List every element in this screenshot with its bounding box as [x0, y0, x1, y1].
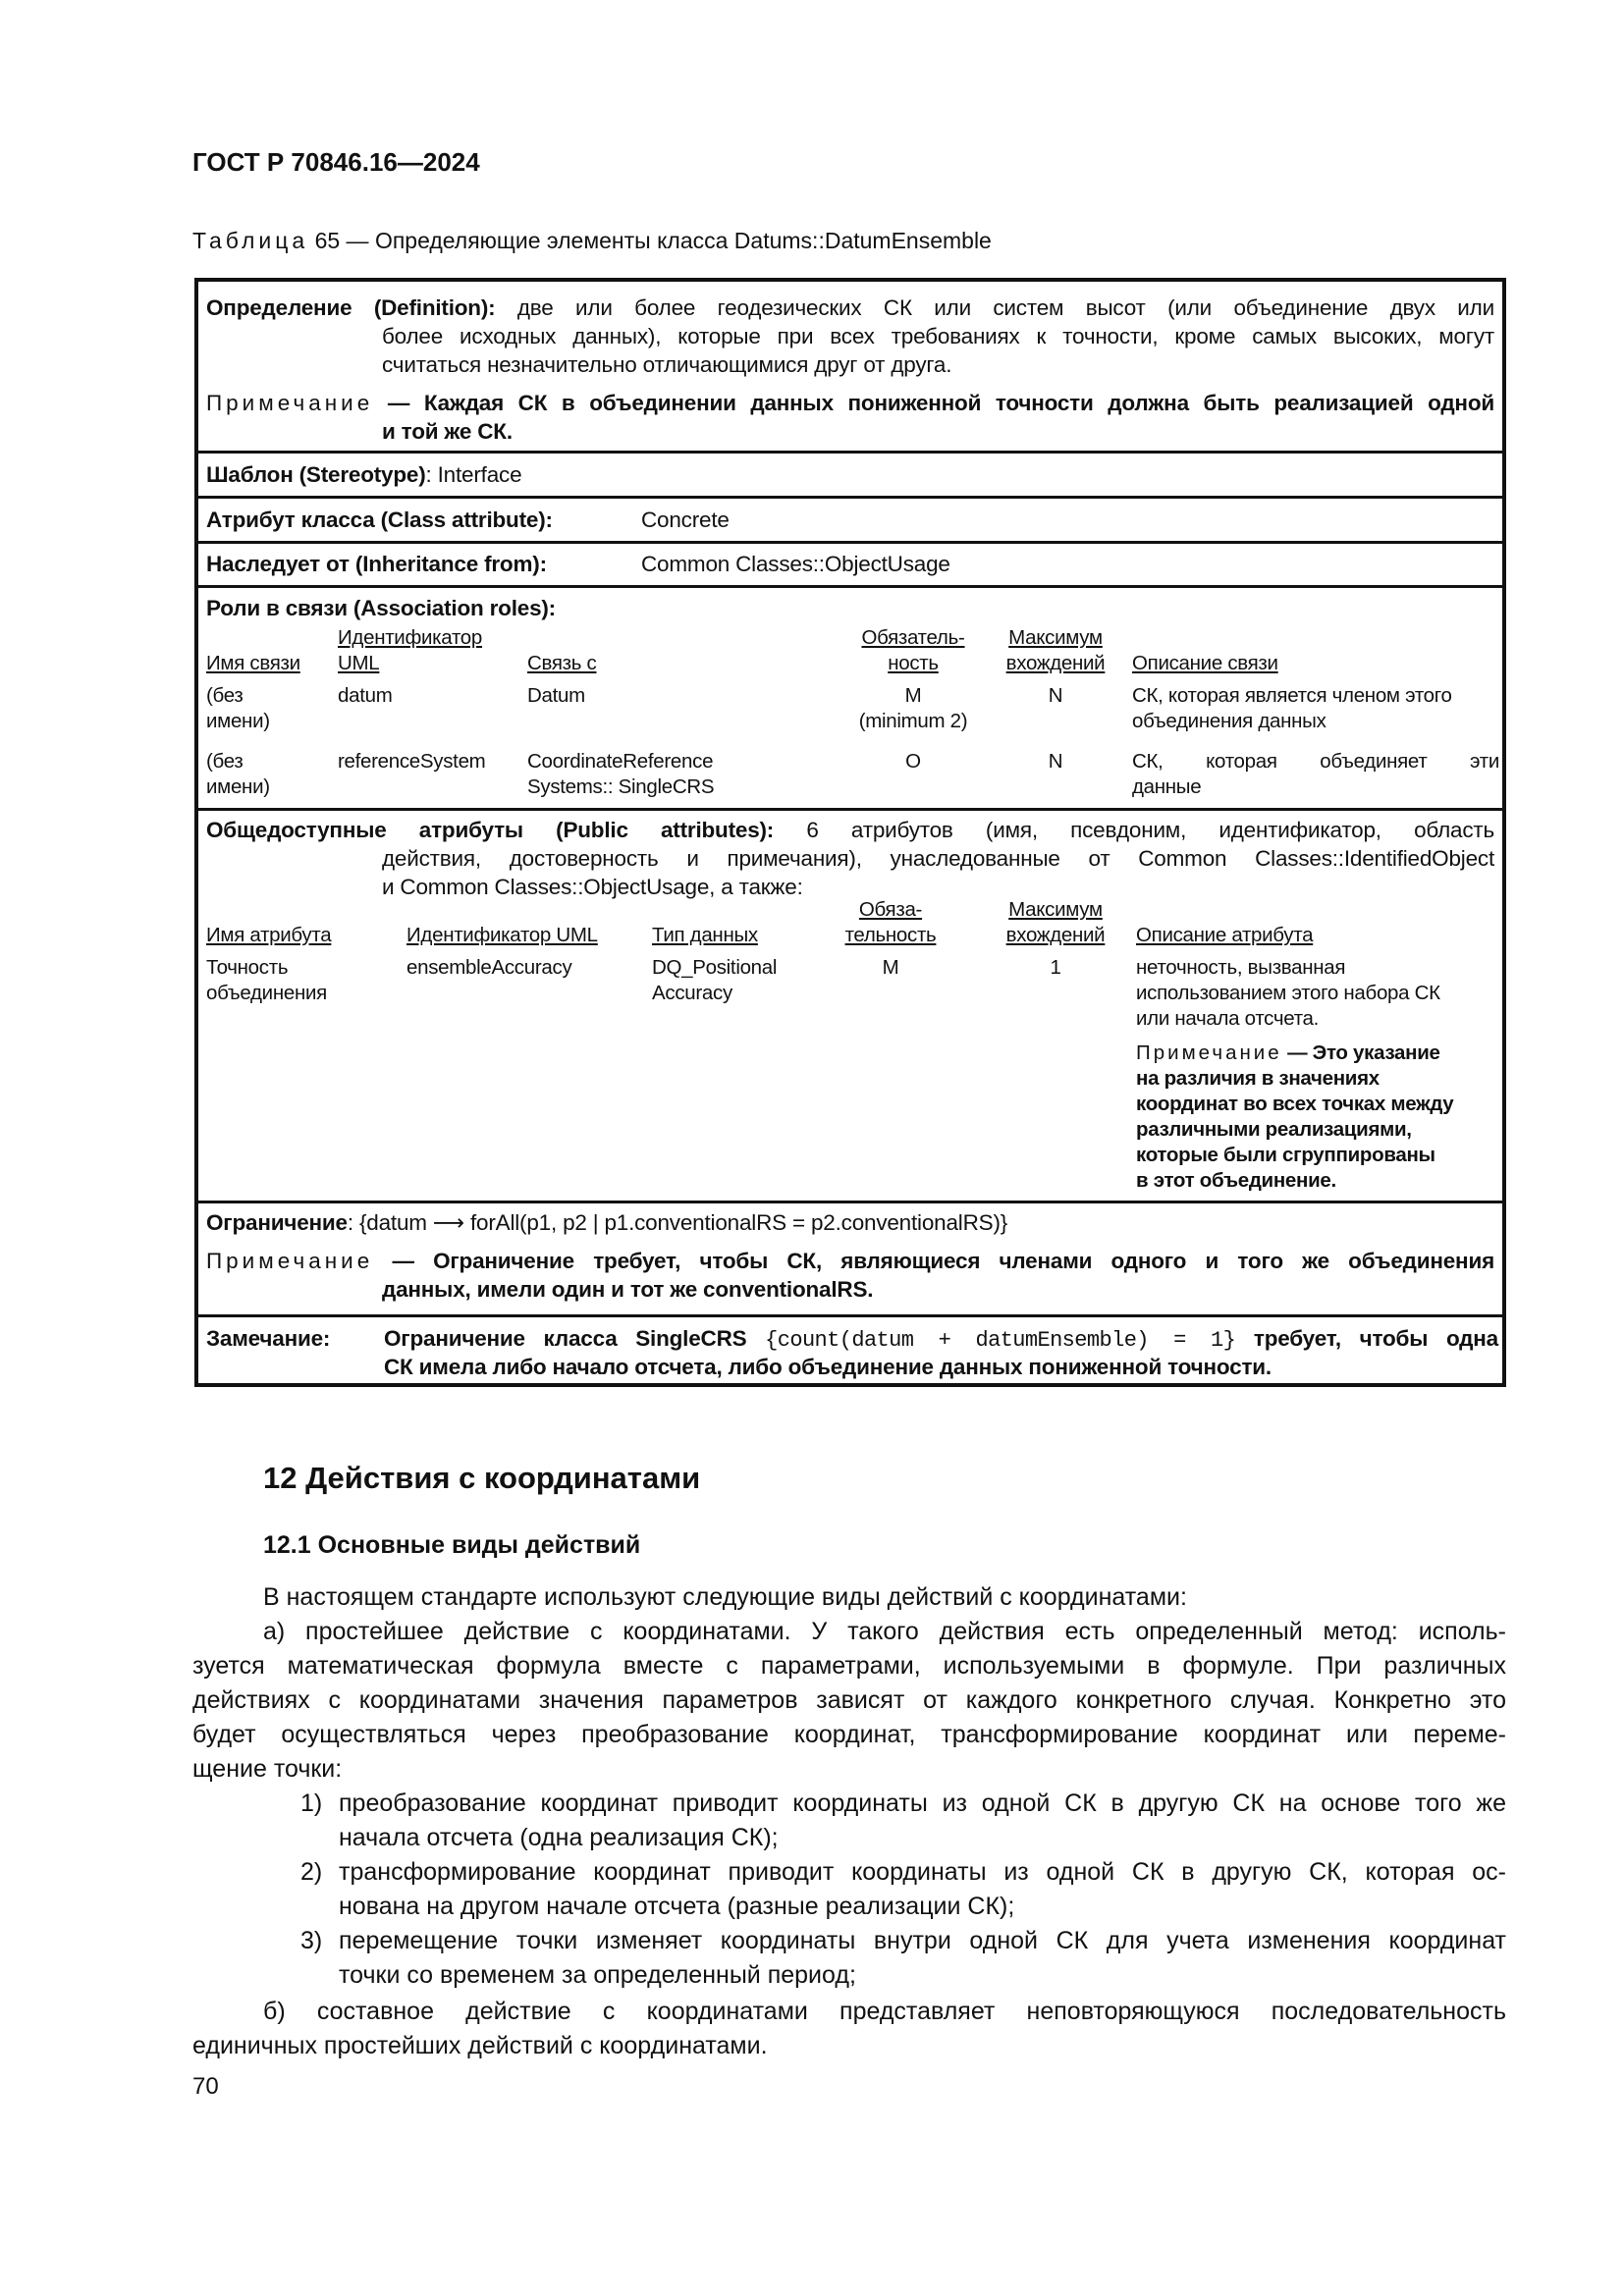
row-divider	[198, 585, 1502, 588]
constraint-label: Ограничение	[206, 1210, 348, 1235]
constraint-note-2: данных, имели один и тот же conventionalRS.	[382, 1277, 874, 1302]
roles-row-uml: referenceSystem	[338, 750, 486, 773]
attr-row-name-1: Точность	[206, 956, 289, 979]
roles-row-desc-1: СК, которая является членом этого	[1132, 684, 1452, 707]
attr-row-type-2: Accuracy	[652, 982, 732, 1004]
attr-row-note-label: Примечание	[1136, 1041, 1282, 1064]
definition-table	[194, 278, 1506, 1387]
public-attributes-row	[206, 816, 1494, 901]
constraint-row	[206, 1208, 1494, 1304]
item-a-line-4: будет осуществляться через преобразование координат, трансформирование координат или переме-	[192, 1721, 1506, 1748]
list-item-3-line-2: точки со временем за определенный период;	[339, 1961, 856, 1989]
roles-header-max-1: Максимум	[1008, 626, 1103, 649]
inheritance-value: Common Classes::ObjectUsage	[641, 552, 950, 576]
attr-row-name-2: объединения	[206, 982, 327, 1004]
list-item-1-line-2: начала отсчета (одна реализация СК);	[339, 1824, 779, 1851]
roles-header-desc: Описание связи	[1132, 652, 1278, 674]
attr-header-desc: Описание атрибута	[1136, 924, 1314, 946]
roles-row-desc-2: объединения данных	[1132, 710, 1326, 732]
attr-row-max: 1	[1050, 956, 1061, 979]
roles-row-desc-2: данные	[1132, 775, 1202, 798]
roles-row-oblig-2: (minimum 2)	[858, 710, 968, 732]
roles-row-uml: datum	[338, 684, 393, 707]
roles-row-name-2: имени)	[206, 710, 270, 732]
roles-row-name-1: (без	[206, 684, 244, 707]
row-divider	[198, 1201, 1502, 1203]
attr-row-note-2: на различия в значениях	[1136, 1067, 1380, 1090]
list-item-3-line-1: перемещение точки изменяет координаты внутри одной СК для учета изменения координат	[339, 1927, 1506, 1954]
definition-row	[206, 294, 1494, 446]
attr-row-note-6: в этот объединение.	[1136, 1169, 1336, 1192]
list-item-1-line-1: преобразование координат приводит координаты из одной СК в другую СК на основе того же	[339, 1789, 1506, 1817]
row-divider	[198, 496, 1502, 499]
list-item-number: 2)	[300, 1858, 323, 1886]
attr-header-max-1: Максимум	[1008, 898, 1103, 921]
attr-header-name: Имя атрибута	[206, 924, 332, 946]
remark-text-a: Ограничение класса SingleCRS	[384, 1326, 747, 1351]
constraint-note-1: — Ограничение требует, чтобы СК, являющиеся членами одного и того же объединения	[392, 1249, 1494, 1273]
roles-row-link-1: Datum	[527, 684, 585, 707]
attr-row-uml: ensembleAccuracy	[406, 956, 572, 979]
list-item-2-line-1: трансформирование координат приводит координаты из одной СК в другую СК, которая ос-	[339, 1858, 1506, 1886]
section-intro: В настоящем стандарте используют следующие виды действий с координатами:	[263, 1583, 1187, 1611]
attr-row-note-3: координат во всех точках между	[1136, 1093, 1454, 1115]
roles-header-link: Связь с	[527, 652, 597, 674]
remark-text	[384, 1324, 1498, 1355]
remark-line-2: СК имела либо начало отсчета, либо объединение данных пониженной точности.	[384, 1355, 1272, 1379]
class-attribute-row	[206, 506, 1502, 534]
constraint-note-label: Примечание	[206, 1249, 374, 1273]
roles-header-name: Имя связи	[206, 652, 300, 674]
attr-row-note-5: которые были сгруппированы	[1136, 1144, 1435, 1166]
remark-label: Замечание:	[206, 1326, 331, 1351]
roles-row-max: N	[1048, 750, 1063, 773]
table-caption	[192, 228, 992, 254]
attr-header-type: Тип данных	[652, 924, 758, 946]
public-attributes-text-2: действия, достоверность и примечания), унаследованные от Common Classes::IdentifiedObject	[382, 846, 1494, 871]
inheritance-label: Наследует от (Inheritance from):	[206, 552, 547, 576]
section-heading: 12 Действия с координатами	[263, 1461, 701, 1495]
roles-row-link-2: Systems:: SingleCRS	[527, 775, 715, 798]
row-divider	[198, 451, 1502, 454]
list-item-number: 1)	[300, 1789, 323, 1817]
roles-header-uml-1: Идентификатор	[338, 626, 483, 649]
document-header: ГОСТ Р 70846.16—2024	[192, 147, 480, 177]
attr-row-desc-3: или начала отсчета.	[1136, 1007, 1320, 1030]
row-divider	[198, 541, 1502, 544]
roles-row-oblig-1: M	[904, 684, 922, 707]
definition-text-3: считаться незначительно отличающимися друг от друга.	[382, 352, 952, 377]
class-attribute-value: Concrete	[641, 507, 730, 532]
roles-title: Роли в связи (Association roles):	[206, 596, 556, 620]
attr-row-type-1: DQ_Positional	[652, 956, 778, 979]
roles-row-max: N	[1048, 684, 1063, 707]
definition-label: Определение (Definition):	[206, 295, 496, 320]
roles-header-oblig-1: Обязатель-	[861, 626, 965, 649]
remark-code: {count(datum + datumEnsemble) = 1}	[765, 1328, 1236, 1353]
definition-note-1: — Каждая СК в объединении данных пониженной точности должна быть реализацией одной	[387, 391, 1494, 415]
attr-header-max-2: вхождений	[1005, 924, 1106, 946]
table-caption-text: 65 — Определяющие элементы класса Datums::DatumEnsemble	[314, 228, 992, 253]
attr-header-oblig-1: Обяза-	[858, 898, 923, 921]
stereotype-label: Шаблон (Stereotype)	[206, 462, 426, 487]
list-item-number: 3)	[300, 1927, 323, 1954]
public-attributes-label: Общедоступные атрибуты (Public attributes):	[206, 818, 775, 842]
roles-row-desc-1: СК, которая объединяет эти	[1132, 750, 1499, 773]
stereotype-row	[206, 460, 1502, 489]
attr-row-oblig: M	[882, 956, 899, 979]
definition-note-label: Примечание	[206, 391, 374, 415]
definition-text-1: две или более геодезических СК или систем высот (или объединение двух или	[516, 295, 1494, 320]
roles-header-oblig-2: ность	[888, 652, 939, 674]
roles-row-name-2: имени)	[206, 775, 270, 798]
page-number: 70	[192, 2073, 219, 2100]
definition-note-2: и той же СК.	[382, 419, 513, 444]
roles-header-uml-2: UML	[338, 652, 380, 674]
row-divider	[198, 808, 1502, 811]
roles-row-name-1: (без	[206, 750, 244, 773]
definition-text-2: более исходных данных), которые при всех требованиях к точности, кроме самых высоких, могут	[382, 324, 1494, 348]
constraint-value: : {datum ⟶ forAll(p1, p2 | p1.conventionalRS = p2.conventionalRS)}	[347, 1210, 1008, 1235]
item-b-line-2: единичных простейших действий с координатами.	[192, 2032, 768, 2059]
item-a-line-3: действиях с координатами значения параметров зависят от каждого конкретного случая. Конкретно это	[192, 1686, 1506, 1714]
item-b-line-1: б) составное действие с координатами представляет неповторяющуюся последовательность	[263, 1998, 1506, 2025]
list-item-2-line-2: нована на другом начале отсчета (разные реализации СК);	[339, 1893, 1015, 1920]
section-subheading: 12.1 Основные виды действий	[263, 1531, 641, 1559]
attr-row-note-1: — Это указание	[1287, 1041, 1440, 1064]
roles-row-oblig-1: O	[905, 750, 921, 773]
remark-text-b: требует, чтобы одна	[1253, 1326, 1498, 1351]
row-divider	[198, 1314, 1502, 1317]
roles-row-link-1: CoordinateReference	[527, 750, 714, 773]
attr-header-oblig-2: тельность	[844, 924, 937, 946]
table-caption-prefix: Таблица	[192, 228, 309, 253]
roles-header-max-2: вхождений	[1005, 652, 1106, 674]
stereotype-value: : Interface	[425, 462, 522, 487]
item-a-line-1: а) простейшее действие с координатами. У такого действия есть определенный метод: исполь-	[263, 1618, 1506, 1645]
attr-row-desc-2: использованием этого набора СК	[1136, 982, 1440, 1004]
class-attribute-label: Атрибут класса (Class attribute):	[206, 507, 553, 532]
public-attributes-text-3: и Common Classes::ObjectUsage, а также:	[382, 875, 803, 899]
attr-row-desc-1: неточность, вызванная	[1136, 956, 1346, 979]
item-a-line-2: зуется математическая формула вместе с параметрами, используемыми в формуле. При различных	[192, 1652, 1506, 1680]
attr-header-uml: Идентификатор UML	[406, 924, 598, 946]
item-a-line-5: щение точки:	[192, 1755, 343, 1783]
attr-row-note-4: различными реализациями,	[1136, 1118, 1412, 1141]
public-attributes-text-1: 6 атрибутов (имя, псевдоним, идентификатор, область	[806, 818, 1494, 842]
